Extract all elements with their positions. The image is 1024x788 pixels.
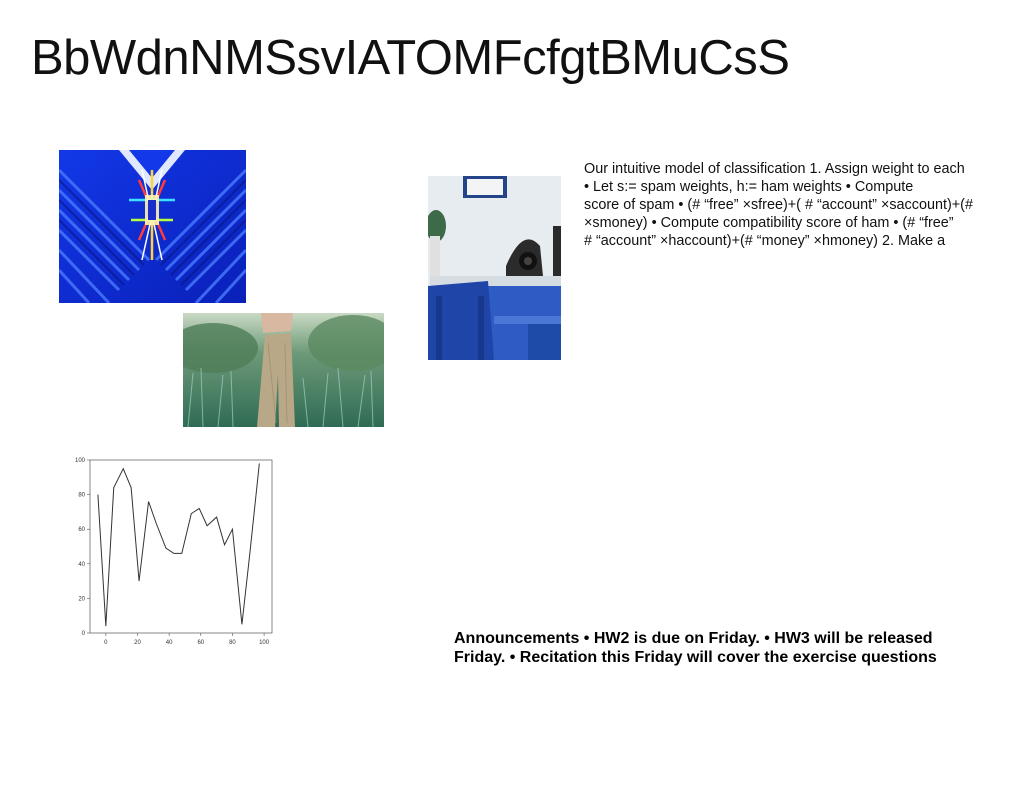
- body-line: ×smoney) • Compute compatibility score of ham • (# “free”: [584, 215, 954, 231]
- blue-desk-with-telephone-image: [428, 176, 561, 360]
- y-tick-label: 80: [78, 492, 85, 499]
- body-line: # “account” ×haccount)+(# “money” ×hmoney) 2. Make a: [584, 233, 946, 249]
- body-line: score of spam • (# “free” ×sfree)+( # “account” ×saccount)+(#: [584, 197, 973, 213]
- y-tick-label: 100: [74, 458, 85, 464]
- y-tick-label: 0: [81, 631, 85, 637]
- body-line: Our intuitive model of classification 1. Assign weight to each: [584, 161, 965, 177]
- abstract-blue-graphic: [59, 150, 246, 303]
- grass-field-photo: [183, 313, 384, 427]
- desk-telephone-photo: [428, 176, 561, 360]
- series-line: [98, 463, 259, 626]
- announcement-line: Announcements • HW2 is due on Friday. • HW3 will be released: [454, 630, 933, 647]
- y-tick-label: 60: [78, 527, 85, 534]
- x-tick-label: 80: [229, 640, 236, 646]
- classification-model-text: [584, 160, 1024, 250]
- announcement-line: Friday. • Recitation this Friday will cover the exercise questions: [454, 648, 937, 666]
- line-chart-svg: [70, 455, 276, 651]
- announcements-text: [454, 630, 1024, 667]
- y-tick-label: 40: [78, 561, 85, 568]
- person-in-grass-field-image: [183, 313, 384, 427]
- body-line: • Let s:= spam weights, h:= ham weights • Compute: [584, 179, 914, 195]
- y-tick-label: 20: [78, 596, 85, 603]
- line-chart: [70, 455, 276, 651]
- abstract-blue-geometric-image: [59, 150, 246, 303]
- x-tick-label: 20: [134, 640, 141, 646]
- slide-title: BbWdnNMSsvIATOMFcfgtBMuCsS: [31, 31, 790, 85]
- x-tick-label: 60: [197, 640, 205, 646]
- x-tick-label: 40: [165, 640, 173, 646]
- x-tick-label: 0: [104, 640, 108, 646]
- plot-frame: [90, 460, 272, 633]
- x-tick-label: 100: [259, 640, 270, 646]
